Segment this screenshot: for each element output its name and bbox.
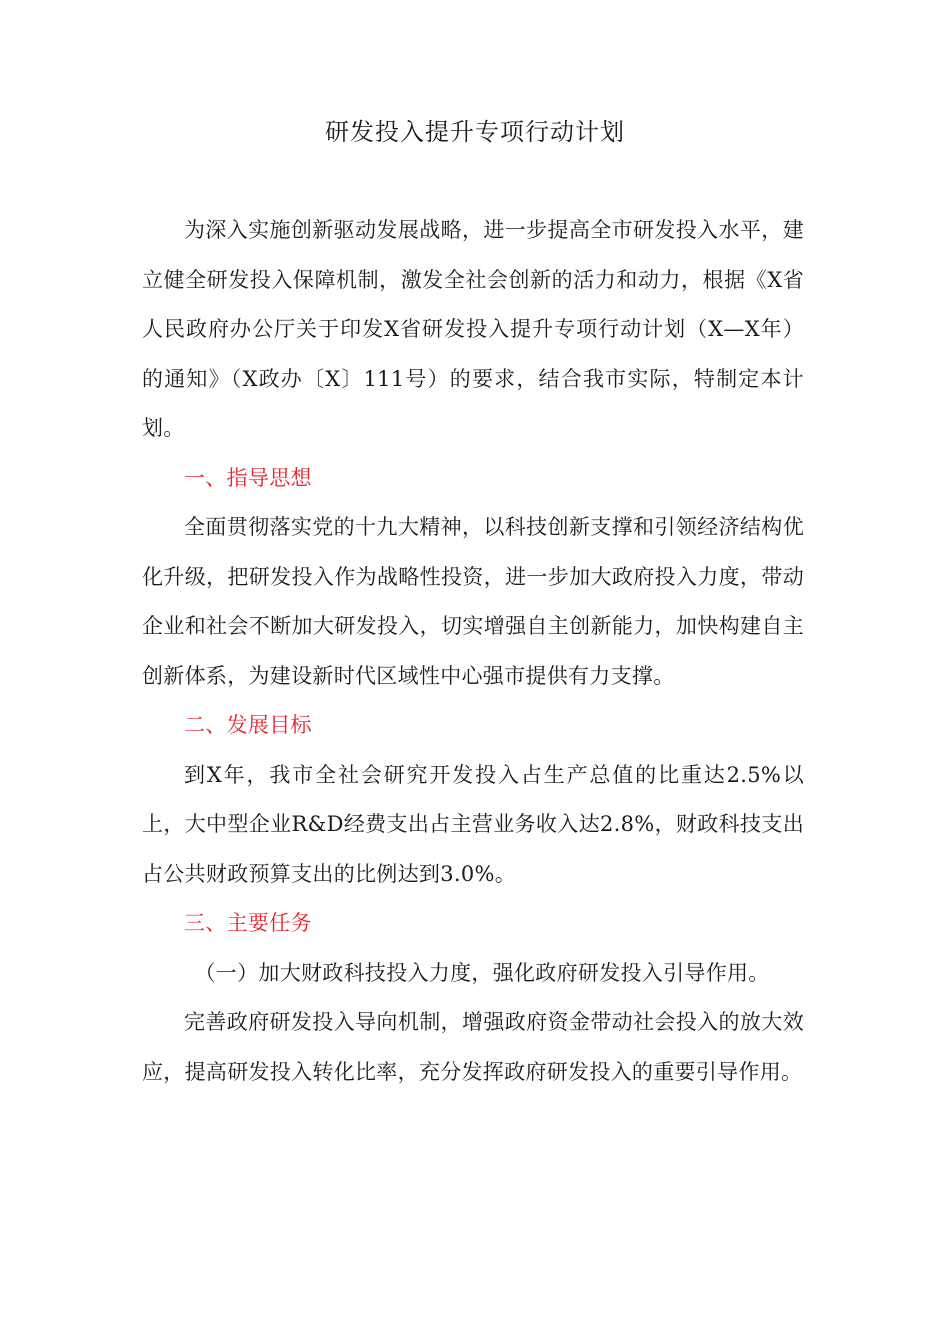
intro-paragraph: 为深入实施创新驱动发展战略，进一步提高全市研发投入水平，建立健全研发投入保障机制，激发全社会创新的活力和动力，根据《X省人民政府办公厅关于印发X省研发投入提升专项行动计划（X—X年）的通知》（X政办〔X〕111号）的要求，结合我市实际，特制定本计划。	[142, 218, 804, 440]
section-1-heading: 一、指导思想	[184, 465, 312, 490]
section-3-heading: 三、主要任务	[184, 911, 312, 935]
section-3-paragraph: 完善政府研发投入导向机制，增强政府资金带动社会投入的放大效应，提高研发投入转化比率，充分发挥政府研发投入的重要引导作用。	[142, 1010, 804, 1084]
section-3-subheading: （一）加大财政科技投入力度，强化政府研发投入引导作用。	[194, 960, 770, 985]
section-2-paragraph: 到X年，我市全社会研究开发投入占生产总值的比重达2.5%以上，大中型企业R&D经费支出占主营业务收入达2.8%，财政科技支出占公共财政预算支出的比例达到3.0%。	[142, 762, 804, 886]
section-1-paragraph: 全面贯彻落实党的十九大精神，以科技创新支撑和引领经济结构优化升级，把研发投入作为战略性投资，进一步加大政府投入力度，带动企业和社会不断加大研发投入，切实增强自主创新能力，加快构建自主创新体系，为建设新时代区域性中心强市提供有力支撑。	[142, 515, 804, 688]
section-2-heading: 二、发展目标	[184, 713, 312, 737]
document-body	[142, 206, 804, 1097]
document-title: 研发投入提升专项行动计划	[325, 118, 625, 146]
